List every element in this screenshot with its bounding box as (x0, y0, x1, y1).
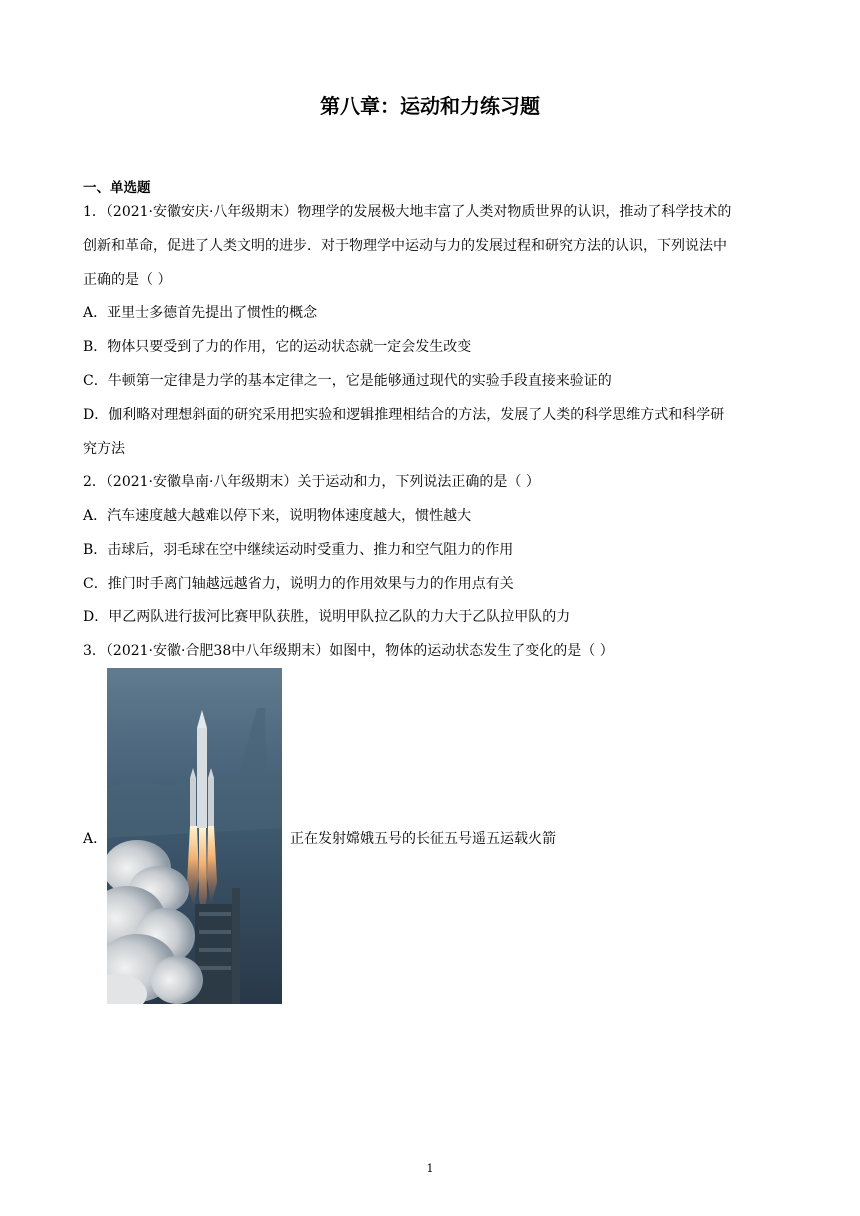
page-number: 1 (426, 1162, 434, 1175)
question-1-text-end: 正确的是（ ） (83, 272, 172, 288)
question-1-text: 1．（2021·安徽安庆·八年级期末）物理学的发展极大地丰富了人类对物质世界的认识，推动了科学技术的 (83, 204, 732, 220)
question-2-option-a: A．汽车速度越大越难以停下来，说明物体速度越大，惯性越大 (83, 508, 472, 524)
question-2-option-d: D．甲乙两队进行拔河比赛甲队获胜，说明甲队拉乙队的力大于乙队拉甲队的力 (83, 609, 571, 625)
question-2-option-c: C．推门时手离门轴越远越省力，说明力的作用效果与力的作用点有关 (83, 576, 514, 592)
question-3-option-a-caption: 正在发射嫦娥五号的长征五号遥五运载火箭 (290, 831, 556, 847)
section-heading: 一、单选题 (83, 180, 151, 196)
question-3-text: 3．（2021·安徽·合肥38中八年级期末）如图中，物体的运动状态发生了变化的是（ ） (83, 643, 614, 659)
page-title: 第八章：运动和力练习题 (320, 94, 540, 118)
question-1-option-a: A．亚里士多德首先提出了惯性的概念 (83, 305, 318, 321)
question-1-option-d: D．伽利略对理想斜面的研究采用把实验和逻辑推理相结合的方法，发展了人类的科学思维方式和科学研 (83, 407, 725, 423)
rocket-launch-image (107, 668, 282, 1004)
question-1-option-d-cont: 究方法 (83, 441, 125, 457)
question-1-option-b: B．物体只要受到了力的作用，它的运动状态就一定会发生改变 (83, 339, 472, 355)
question-3-option-a-label: A． (83, 831, 108, 847)
question-2-option-b: B．击球后，羽毛球在空中继续运动时受重力、推力和空气阻力的作用 (83, 542, 514, 558)
question-1-option-c: C．牛顿第一定律是力学的基本定律之一，它是能够通过现代的实验手段直接来验证的 (83, 373, 612, 389)
question-2-text: 2．（2021·安徽阜南·八年级期末）关于运动和力，下列说法正确的是（ ） (83, 474, 540, 490)
question-1-text-cont: 创新和革命，促进了人类文明的进步．对于物理学中运动与力的发展过程和研究方法的认识，下列说法中 (83, 238, 727, 254)
